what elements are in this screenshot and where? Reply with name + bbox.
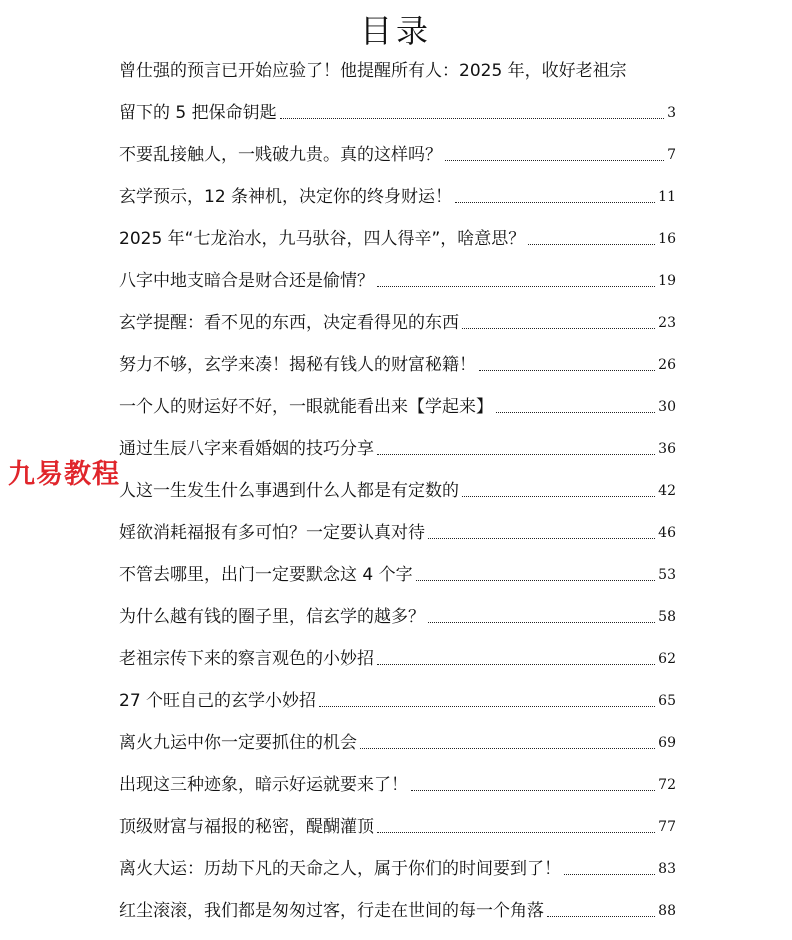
toc-entry-8[interactable]	[119, 392, 676, 418]
toc-page-number: 88	[658, 903, 676, 919]
dot-leader	[416, 580, 656, 581]
dot-leader	[462, 496, 655, 497]
toc-entry-title: 婬欲消耗福报有多可怕？一定要认真对待	[119, 523, 425, 543]
toc-entry-title: 2025 年“七龙治水，九马驮谷，四人得辛”，啥意思？	[119, 229, 526, 249]
toc-entry-title: 顶级财富与福报的秘密，醍醐灌顶	[119, 817, 374, 837]
toc-entry-16[interactable]	[119, 728, 676, 754]
watermark: 九易教程	[8, 459, 120, 490]
toc-page-number: 26	[658, 357, 676, 373]
dot-leader	[280, 118, 664, 119]
toc-entry-title: 出现这三种迹象，暗示好运就要来了！	[119, 775, 408, 795]
toc-entry-title: 红尘滚滚，我们都是匆匆过客，行走在世间的每一个角落	[119, 901, 544, 921]
toc-entry-5[interactable]	[119, 266, 676, 292]
toc-page-number: 23	[658, 315, 676, 331]
dot-leader	[360, 748, 655, 749]
dot-leader	[377, 286, 655, 287]
dot-leader	[462, 328, 655, 329]
toc-page-number: 7	[667, 147, 676, 163]
toc-entry-title: 努力不够，玄学来凑！揭秘有钱人的财富秘籍！	[119, 355, 476, 375]
toc-entry-title: 一个人的财运好不好，一眼就能看出来【学起来】	[119, 397, 493, 417]
dot-leader	[319, 706, 655, 707]
toc-entry-title: 离火大运：历劫下凡的天命之人，属于你们的时间要到了！	[119, 859, 561, 879]
toc-entry-title: 玄学提醒：看不见的东西，决定看得见的东西	[119, 313, 459, 333]
dot-leader	[496, 412, 655, 413]
dot-leader	[377, 664, 655, 665]
toc-entry-title: 离火九运中你一定要抓住的机会	[119, 733, 357, 753]
toc-entry-10[interactable]	[119, 476, 676, 502]
dot-leader	[377, 454, 655, 455]
toc-entry-title: 不要乱接触人，一贱破九贵。真的这样吗？	[119, 145, 442, 165]
dot-leader	[428, 622, 655, 623]
toc-entry-17[interactable]	[119, 770, 676, 796]
toc-entry-title: 人这一生发生什么事遇到什么人都是有定数的	[119, 481, 459, 501]
toc-entry-11[interactable]	[119, 518, 676, 544]
toc-page-number: 19	[658, 273, 676, 289]
toc-entry-19[interactable]	[119, 854, 676, 880]
toc-page-number: 58	[658, 609, 676, 625]
toc-page-number: 77	[658, 819, 676, 835]
dot-leader	[455, 202, 655, 203]
dot-leader	[428, 538, 655, 539]
toc-entry-title: 留下的 5 把保命钥匙	[119, 103, 277, 123]
toc-entry-title: 八字中地支暗合是财合还是偷情？	[119, 271, 374, 291]
toc-entry-title: 玄学预示，12 条神机，决定你的终身财运！	[119, 187, 453, 207]
toc-page-number: 62	[658, 651, 676, 667]
page-title: 目录	[359, 12, 432, 50]
toc-entry-title: 27 个旺自己的玄学小妙招	[119, 691, 317, 711]
toc-entry-4[interactable]	[119, 224, 676, 250]
toc-page-number: 36	[658, 441, 676, 457]
toc-page-number: 46	[658, 525, 676, 541]
toc-entry-1[interactable]	[119, 98, 676, 124]
dot-leader	[445, 160, 664, 161]
toc-entry-title-line1: 曾仕强的预言已开始应验了！他提醒所有人：2025 年，收好老祖宗	[119, 61, 627, 81]
toc-entry-14[interactable]	[119, 644, 676, 670]
toc-entry-title: 老祖宗传下来的察言观色的小妙招	[119, 649, 374, 669]
toc-page-number: 72	[658, 777, 676, 793]
toc-entry-9[interactable]	[119, 434, 676, 460]
dot-leader	[377, 832, 655, 833]
toc-entry-title: 不管去哪里，出门一定要默念这 4 个字	[119, 565, 413, 585]
toc-entry-20[interactable]	[119, 896, 676, 922]
toc-page-number: 16	[658, 231, 676, 247]
dot-leader	[528, 244, 655, 245]
dot-leader	[547, 916, 655, 917]
toc-page-number: 42	[658, 483, 676, 499]
toc-entry-title: 通过生辰八字来看婚姻的技巧分享	[119, 439, 374, 459]
toc-entry-6[interactable]	[119, 308, 676, 334]
dot-leader	[479, 370, 655, 371]
toc-entry-7[interactable]	[119, 350, 676, 376]
dot-leader	[411, 790, 655, 791]
dot-leader	[564, 874, 655, 875]
toc-page-number: 53	[658, 567, 676, 583]
toc-page-number: 11	[658, 189, 676, 205]
toc-page-number: 3	[667, 105, 676, 121]
toc-entry-13[interactable]	[119, 602, 676, 628]
toc-page-number: 30	[658, 399, 676, 415]
toc-entry-18[interactable]	[119, 812, 676, 838]
toc-entry-3[interactable]	[119, 182, 676, 208]
toc-entry-12[interactable]	[119, 560, 676, 586]
toc-page-number: 69	[658, 735, 676, 751]
toc-entry-1-line1	[119, 56, 676, 82]
toc-page-number: 83	[658, 861, 676, 877]
toc-entry-15[interactable]	[119, 686, 676, 712]
toc-entry-title: 为什么越有钱的圈子里，信玄学的越多？	[119, 607, 425, 627]
toc-page-number: 65	[658, 693, 676, 709]
toc-entry-2[interactable]	[119, 140, 676, 166]
